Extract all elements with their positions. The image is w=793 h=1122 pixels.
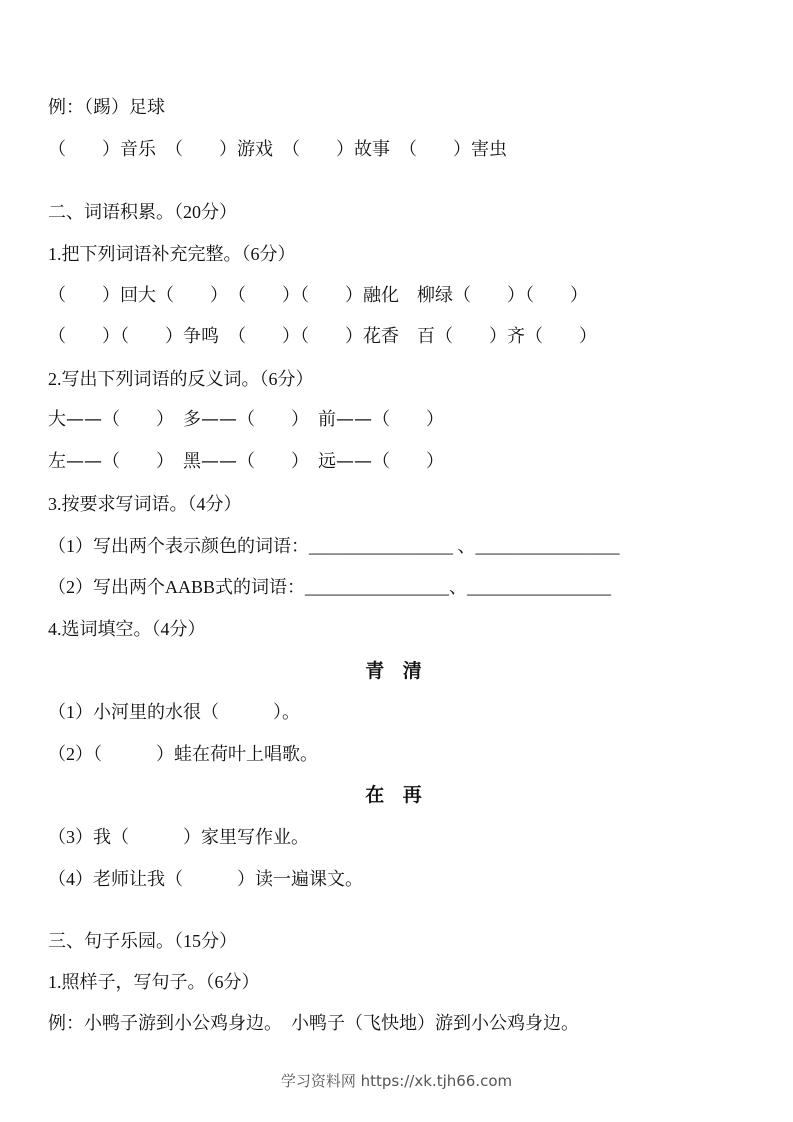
section3-title: 三、句子乐园。（15分） <box>48 931 237 951</box>
section2-q4-item2: （2）（ ）蛙在荷叶上唱歌。 <box>48 744 318 764</box>
footer-watermark: 学习资料网 https://xk.tjh66.com <box>280 1072 513 1090</box>
section2-q4-item4: （4）老师让我（ ）读一遍课文。 <box>48 869 363 889</box>
fill-blank-row: （ ）音乐 （ ）游戏 （ ）故事 （ ）害虫 <box>48 139 507 160</box>
section2-q2-row2: 左——（ ） 黑——（ ） 远——（ ） <box>48 451 444 472</box>
section2-q1-row2: （ ）（ ）争鸣 （ ）（ ）花香 百（ ）齐（ ） <box>48 326 597 347</box>
section2-q2-row1: 大——（ ） 多——（ ） 前——（ ） <box>48 409 444 430</box>
section2-q4-item1: （1）小河里的水很（ ）。 <box>48 702 300 722</box>
word-choice-group1: 青 清 <box>365 660 428 682</box>
section2-title: 二、词语积累。（20分） <box>48 202 237 222</box>
section3-q1-title: 1.照样子，写句子。（6分） <box>48 972 260 992</box>
section2-q4-item3: （3）我（ ）家里写作业。 <box>48 827 309 847</box>
section2-q3-item1: （1）写出两个表示颜色的词语：________________ 、________________ <box>48 536 620 556</box>
section2-q3-item2: （2）写出两个AABB式的词语：________________、________________ <box>48 577 612 597</box>
section2-q3-title: 3.按要求写词语。（4分） <box>48 494 242 514</box>
example-line: 例：（踢）足球 <box>48 97 165 118</box>
section2-q4-title: 4.选词填空。（4分） <box>48 619 206 639</box>
section2-q1-title: 1.把下列词语补充完整。（6分） <box>48 244 296 264</box>
section2-q1-row1: （ ）回大（ ） （ ）（ ）融化 柳绿（ ）（ ） <box>48 285 588 306</box>
section3-q1-example: 例：小鸭子游到小公鸡身边。 小鸭子（飞快地）游到小公鸡身边。 <box>48 1013 579 1034</box>
word-choice-group2: 在 再 <box>365 784 428 806</box>
section2-q2-title: 2.写出下列词语的反义词。（6分） <box>48 369 314 389</box>
